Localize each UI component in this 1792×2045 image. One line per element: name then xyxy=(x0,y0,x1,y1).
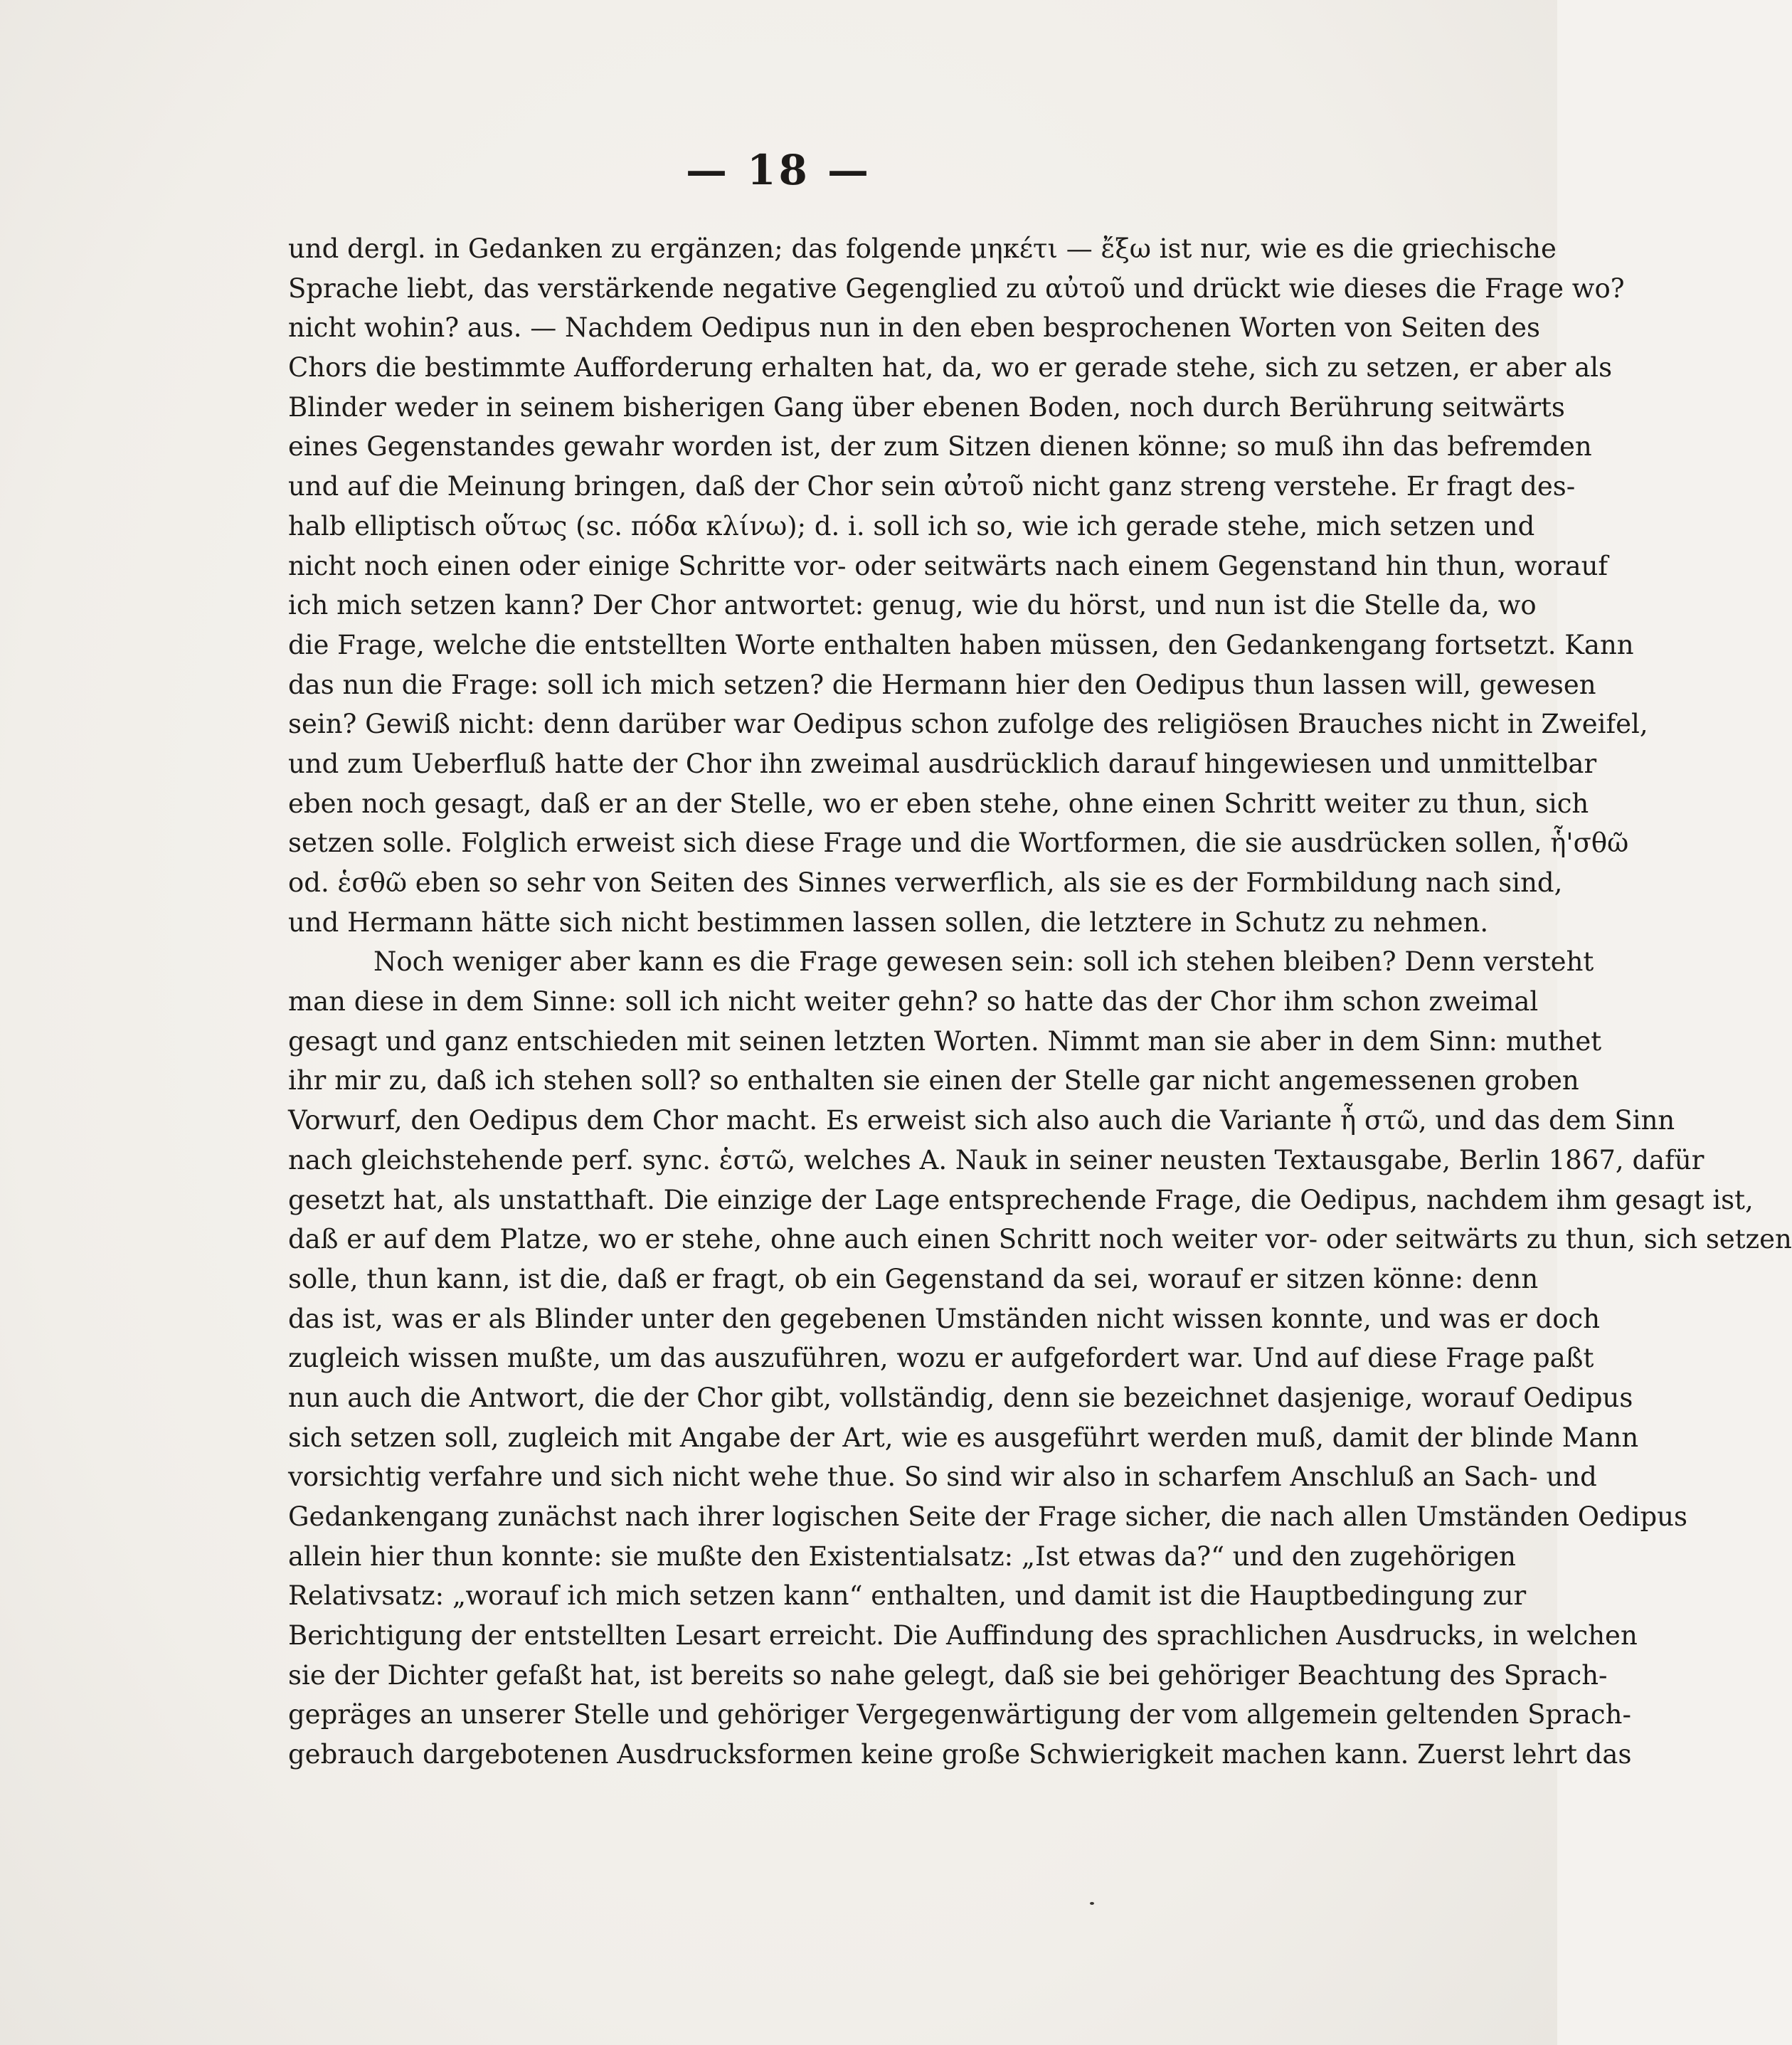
text-line: nun auch die Antwort, die der Chor gibt, vollständig, denn sie bezeichnet dasjenige, worauf Oedipus xyxy=(288,1382,1633,1413)
text-line: allein hier thun konnte: sie mußte den Existentialsatz: „Ist etwas da?“ und den zugehörigen xyxy=(288,1541,1516,1572)
text-line: setzen solle. Folglich erweist sich diese Frage und die Wortformen, die sie ausdrücken sollen, ἧ'σθῶ xyxy=(288,828,1629,859)
text-line: halb elliptisch οὕτως (sc. πόδα κλίνω); d. i. soll ich so, wie ich gerade stehe, mich setzen und xyxy=(288,510,1535,541)
text-line: solle, thun kann, ist die, daß er fragt, ob ein Gegenstand da sei, worauf er sitzen könne: denn xyxy=(288,1263,1539,1294)
page-number: — 18 — xyxy=(685,146,872,194)
text-line: und Hermann hätte sich nicht bestimmen lassen sollen, die letztere in Schutz zu nehmen. xyxy=(288,907,1489,938)
text-line: nicht wohin? aus. — Nachdem Oedipus nun in den eben besprochenen Worten von Seiten des xyxy=(288,312,1540,344)
text-line: das ist, was er als Blinder unter den gegebenen Umständen nicht wissen konnte, und was er doch xyxy=(288,1303,1601,1334)
body-text xyxy=(288,229,1792,1775)
text-line: Vorwurf, den Oedipus dem Chor macht. Es erweist sich also auch die Variante ἧ στῶ, und das dem Sinn xyxy=(288,1105,1675,1136)
text-line: Noch weniger aber kann es die Frage gewesen sein: soll ich stehen bleiben? Denn versteht xyxy=(373,946,1594,978)
text-line: das nun die Frage: soll ich mich setzen? die Hermann hier den Oedipus thun lassen will, gewesen xyxy=(288,669,1596,700)
text-line: gebrauch dargebotenen Ausdrucksformen keine große Schwierigkeit machen kann. Zuerst lehrt das xyxy=(288,1739,1632,1770)
text-line: gesetzt hat, als unstatthaft. Die einzige der Lage entsprechende Frage, die Oedipus, nachdem ihm gesagt ist, xyxy=(288,1184,1754,1215)
text-line: Chors die bestimmte Aufforderung erhalten hat, da, wo er gerade stehe, sich zu setzen, er aber als xyxy=(288,352,1613,384)
text-line: ich mich setzen kann? Der Chor antwortet: genug, wie du hörst, und nun ist die Stelle da, wo xyxy=(288,590,1537,621)
text-line: gesagt und ganz entschieden mit seinen letzten Worten. Nimmt man sie aber in dem Sinn: muthet xyxy=(288,1025,1602,1057)
text-line: man diese in dem Sinne: soll ich nicht weiter gehn? so hatte das der Chor ihm schon zweimal xyxy=(288,986,1539,1018)
text-line: eines Gegenstandes gewahr worden ist, der zum Sitzen dienen könne; so muß ihn das befremden xyxy=(288,431,1592,463)
text-line: ihr mir zu, daß ich stehen soll? so enthalten sie einen der Stelle gar nicht angemessenen groben xyxy=(288,1065,1579,1097)
text-line: Sprache liebt, das verstärkende negative Gegenglied zu αὐτοῦ und drückt wie dieses die Frage wo? xyxy=(288,273,1625,304)
text-line: und auf die Meinung bringen, daß der Chor sein αὐτοῦ nicht ganz streng verstehe. Er fragt des- xyxy=(288,471,1576,502)
text-line: und zum Ueberfluß hatte der Chor ihn zweimal ausdrücklich darauf hingewiesen und unmittelbar xyxy=(288,748,1597,779)
ink-speck xyxy=(1090,1902,1094,1905)
text-line: od. ἑσθῶ eben so sehr von Seiten des Sinnes verwerflich, als sie es der Formbildung nach sind, xyxy=(288,867,1563,898)
text-line: Gedankengang zunächst nach ihrer logischen Seite der Frage sicher, die nach allen Umständen Oedipus xyxy=(288,1501,1687,1532)
text-line: zugleich wissen mußte, um das auszuführen, wozu er aufgefordert war. Und auf diese Frage paßt xyxy=(288,1343,1594,1374)
text-line: Blinder weder in seinem bisherigen Gang über ebenen Boden, noch durch Berührung seitwärts xyxy=(288,391,1565,423)
text-line: sein? Gewiß nicht: denn darüber war Oedipus schon zufolge des religiösen Brauches nicht in Zweifel, xyxy=(288,709,1648,740)
text-line: die Frage, welche die entstellten Worte enthalten haben müssen, den Gedankengang fortsetzt. Kann xyxy=(288,629,1634,660)
text-line: eben noch gesagt, daß er an der Stelle, wo er eben stehe, ohne einen Schritt weiter zu thun, sich xyxy=(288,788,1589,819)
text-line: nach gleichstehende perf. sync. ἑστῶ, welches A. Nauk in seiner neusten Textausgabe, Berlin 1867, dafür xyxy=(288,1144,1704,1175)
text-line: gepräges an unserer Stelle und gehöriger Vergegenwärtigung der vom allgemein geltenden Sprach- xyxy=(288,1699,1631,1730)
text-line: vorsichtig verfahre und sich nicht wehe thue. So sind wir also in scharfem Anschluß an Sach- und xyxy=(288,1462,1597,1493)
text-line: daß er auf dem Platze, wo er stehe, ohne auch einen Schritt noch weiter vor- oder seitwärts zu thun, sich setzen xyxy=(288,1224,1792,1255)
text-line: Berichtigung der entstellten Lesart erreicht. Die Auffindung des sprachlichen Ausdrucks, in welchen xyxy=(288,1620,1638,1652)
text-line: nicht noch einen oder einige Schritte vor- oder seitwärts nach einem Gegenstand hin thun, worauf xyxy=(288,550,1608,581)
text-line: und dergl. in Gedanken zu ergänzen; das folgende μηκέτι — ἔξω ist nur, wie es die griechische xyxy=(288,233,1557,264)
text-line: sich setzen soll, zugleich mit Angabe der Art, wie es ausgeführt werden muß, damit der blinde Mann xyxy=(288,1422,1639,1453)
text-line: Relativsatz: „worauf ich mich setzen kann“ enthalten, und damit ist die Hauptbedingung zur xyxy=(288,1580,1527,1612)
text-line: sie der Dichter gefaßt hat, ist bereits so nahe gelegt, daß sie bei gehöriger Beachtung des Sprach- xyxy=(288,1659,1608,1691)
